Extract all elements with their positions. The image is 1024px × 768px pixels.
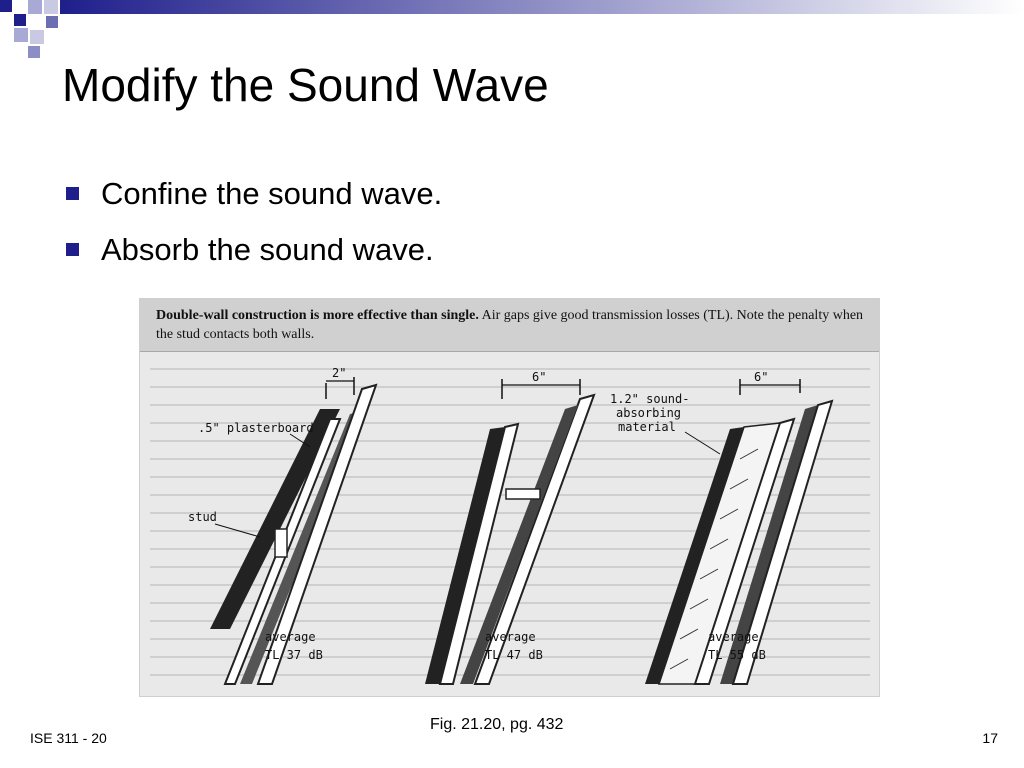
header-decoration: [0, 0, 1024, 64]
tl-label: TL 37 dB: [265, 648, 323, 662]
bullet-square-icon: [66, 243, 79, 256]
tl-label: TL 55 dB: [708, 648, 766, 662]
panel-wide-gap: [425, 370, 594, 684]
wall-diagram: [140, 299, 879, 696]
bullet-list: [64, 170, 442, 282]
average-label: average: [265, 630, 316, 644]
absorbing-callout-line3: material: [618, 420, 676, 434]
stud-callout: stud: [188, 510, 217, 524]
footer-course: ISE 311 - 20: [30, 730, 107, 746]
figure-caption-rest: Air gaps give good transmission losses (TL). Note the penalty when the stud contacts both walls.: [156, 308, 864, 342]
bullet-text: Absorb the sound wave.: [101, 232, 434, 267]
average-label: average: [485, 630, 536, 644]
plasterboard-callout: .5" plasterboard: [198, 421, 314, 435]
bullet-text: Confine the sound wave.: [101, 176, 443, 211]
average-label: average: [708, 630, 759, 644]
double-wall-figure: [139, 298, 880, 697]
gap-dimension-label: 6": [754, 370, 769, 384]
gap-dimension-label: 6": [532, 370, 547, 384]
figure-caption-bold: Double-wall construction is more effective than single.: [156, 308, 479, 323]
tl-label: TL 47 dB: [485, 648, 543, 662]
panel-absorbing-material: [610, 370, 832, 684]
panel-single-stud: [188, 366, 376, 684]
page-number: 17: [982, 730, 998, 746]
slide-title: Modify the Sound Wave: [62, 59, 549, 111]
gap-dimension-label: 2": [332, 366, 347, 380]
bullet-item: [64, 226, 442, 274]
bullet-square-icon: [66, 187, 79, 200]
absorbing-callout-line1: 1.2" sound-: [610, 392, 690, 406]
figure-reference: Fig. 21.20, pg. 432: [430, 716, 564, 733]
absorbing-callout-line2: absorbing: [616, 406, 682, 420]
bullet-item: [64, 170, 442, 218]
